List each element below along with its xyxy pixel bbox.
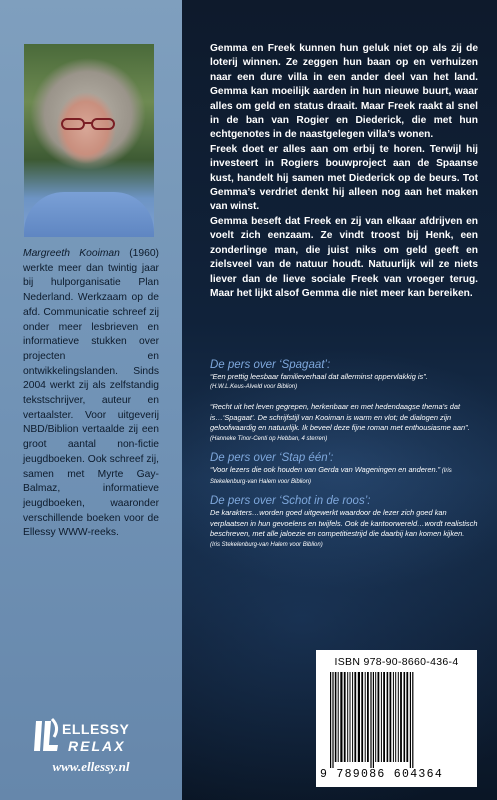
blurb-paragraph: Gemma en Freek kunnen hun geluk niet op als zij de loterij winnen. Ze zeggen hun baan op en verhuizen naar een dure villa in een ander deel van het land. Gemma kan moeilijk aarden in hun nieuwe buurt, waar alles om geld en status draait. Maar Freek raakt al snel in de ban van Rogier en Diederick, die met hun echtgenotes in de naastgelegen villa’s wonen. (210, 43, 478, 141)
book-blurb (210, 42, 478, 301)
review-source: (Hanneke Tinor-Centi op Hebban, 4 sterren) (210, 435, 328, 442)
review-quote-text: “Voor lezers die ook houden van Gerda van Wageningen en anderen.” (210, 464, 441, 474)
review-schot-in-de-roos (210, 495, 482, 549)
review-quote: De karakters…worden goed uitgewerkt waardoor de lezer zich goed kan verplaatsen in hun gevoelens en twijfels. Ook de kantoorwereld…wordt realistisch beschreven, met alle jaloezie en competitiestrijd die daarbij kan komen kijken. (210, 508, 478, 539)
barcode-digits: 9 789086 604364 (320, 768, 444, 781)
isbn-barcode-box (316, 650, 477, 787)
author-photo (24, 44, 154, 237)
isbn-label: ISBN 978-90-8660-436-4 (334, 656, 459, 668)
barcode-icon (326, 672, 467, 768)
logo-name: ELLESSY (62, 721, 130, 737)
glasses-shape (60, 116, 118, 132)
logo-sub: RELAX (68, 738, 126, 754)
left-panel (0, 0, 182, 800)
review-heading: De pers over ‘Spagaat’: (210, 359, 331, 371)
author-name: Margreeth Kooiman (23, 248, 120, 259)
ellessy-logo-icon (32, 717, 62, 755)
author-shirt (24, 192, 154, 237)
review-spagaat (210, 359, 482, 444)
press-reviews (210, 359, 482, 558)
author-bio (23, 247, 159, 541)
blurb-paragraph: Gemma beseft dat Freek en zij van elkaar afdrijven en voelt zich eenzaam. Ze vindt troost bij Henk, een zonderlinge man, die juist niks om geld geeft en zielsveel van de natuur houdt. Natuurlijk wil ze niets liever dan de lieve sociale Freek van vroeger terug. Maar het lijkt alsof Gemma die niet meer kan bereiken. (210, 215, 478, 299)
review-source: (Iris Stekelenburg-van Halem voor Biblion) (210, 541, 323, 548)
review-heading: De pers over ‘Stap één’: (210, 451, 334, 464)
blurb-paragraph: Freek doet er alles aan om erbij te horen. Terwijl hij investeert in Rogiers bouwproject aan de Spaanse kust, handelt hij samen met Diederick op de beurs. Tot Gemma’s verdriet denkt hij alleen nog aan het maken van winst. (210, 143, 478, 213)
review-source: (H.W.L.Keus-Alveld voor Biblion) (210, 384, 298, 391)
review-quote: “Een prettig leesbaar familieverhaal dat allerminst oppervlakkig is”. (210, 372, 428, 381)
author-bio-text: (1960) werkte meer dan twintig jaar bij hulporganisatie Plan Nederland. Werkzaam op de afd. Communicatie schreef zij onder meer lesbrieven en informatieve stukken over projecten en ontwikkelingslanden. Sinds 2004 werkt zij als zelfstandig tekstschrijver, auteur en vertaalster. Voor uitgeverij NBD/Biblion vertaalde zij een groot aantal non-fictie jeugdboeken. Ook schreef zij, samen met Myrte Gay-Balmaz, informatieve jeugdboeken, waaronder verschillende boeken voor de Ellessy WWW-reeks. (23, 248, 159, 539)
review-source: (Iris Stekelenburg-van Halem voor Biblion) (210, 467, 452, 486)
right-panel (182, 0, 497, 800)
review-quote (210, 465, 482, 488)
publisher-logo (32, 717, 162, 757)
review-stap-een (210, 452, 482, 488)
publisher-website: www.ellessy.nl (52, 759, 130, 774)
review-heading: De pers over ‘Schot in de roos’: (210, 495, 371, 508)
review-quote: “Recht uit het leven gegrepen, herkenbaar en met hedendaagse thema’s dat is…‘Spagaat’. De schrijfstijl van Kooiman is warm en vlot; de dialogen zijn geloofwaardig en natuurlijk. Ik beveel deze fijne roman met enthousiasme aan”. (210, 402, 470, 433)
